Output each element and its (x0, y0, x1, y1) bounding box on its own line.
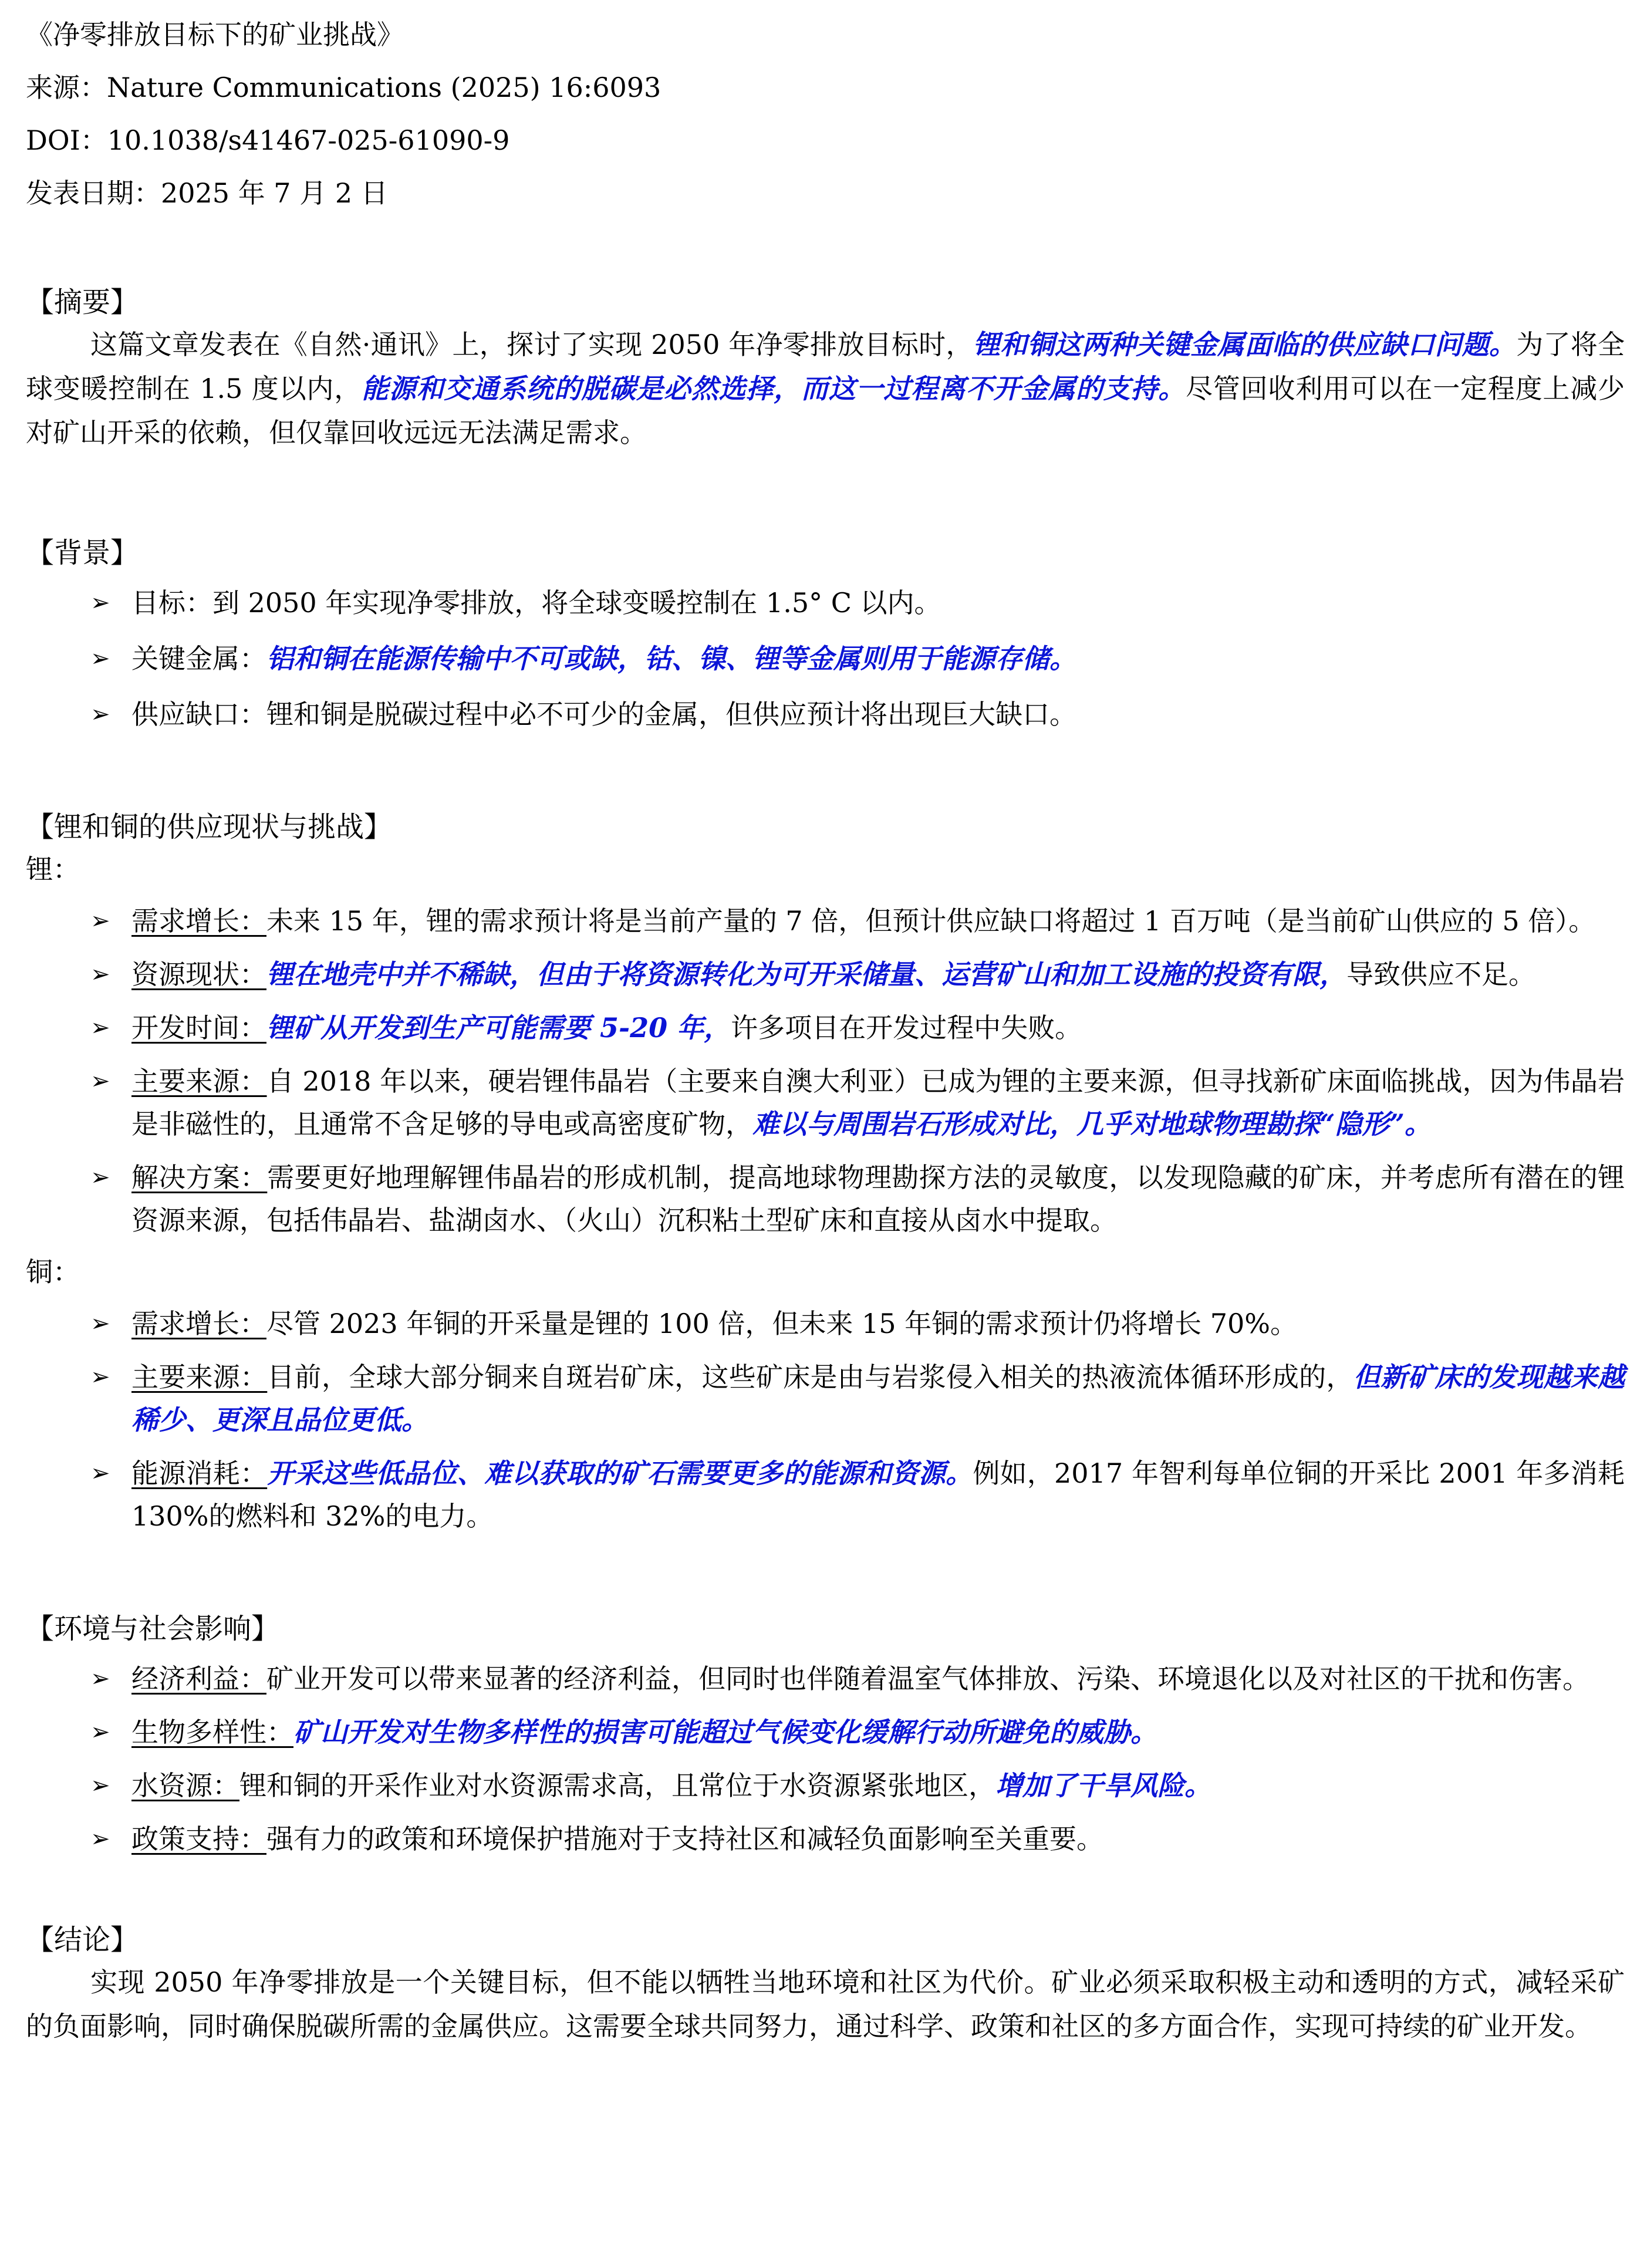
item-label: 政策支持： (131, 1823, 266, 1855)
list-item (26, 1156, 1625, 1242)
document-doi: DOI：10.1038/s41467-025-61090-9 (26, 124, 510, 156)
item-emphasis: 锂在地壳中并不稀缺，但由于将资源转化为可开采储量、运营矿山和加工设施的投资有限， (266, 959, 1346, 990)
arrow-bullet-icon: ➢ (90, 1310, 110, 1337)
conclusion-paragraph: 实现 2050 年净零排放是一个关键目标，但不能以牺牲当地环境和社区为代价。矿业必须采取积极主动和透明的方式，减轻采矿的负面影响，同时确保脱碳所需的金属供应。这需要全球共同努力，通过科学、政策和社区的多方面合作，实现可持续的矿业开发。 (26, 1966, 1625, 2042)
item-text: 目前，全球大部分铜来自斑岩矿床，这些矿床是由与岩浆侵入相关的热液流体循环形成的， (267, 1361, 1354, 1393)
background-gap: 供应缺口：锂和铜是脱碳过程中必不可少的金属，但供应预计将出现巨大缺口。 (131, 698, 1076, 730)
conclusion-section (26, 1919, 1625, 2048)
item-emphasis: 难以与周围岩石形成对比，几乎对地球物理勘探“隐形”。 (752, 1108, 1432, 1140)
lithium-subheading: 锂： (26, 853, 80, 885)
arrow-bullet-icon: ➢ (90, 1719, 110, 1746)
arrow-bullet-icon: ➢ (90, 1164, 110, 1191)
impact-list (26, 1658, 1625, 1861)
document-meta (26, 8, 1625, 220)
item-label: 资源现状： (131, 959, 266, 990)
item-label: 需求增长： (131, 905, 266, 937)
list-item (26, 953, 1625, 996)
abstract-paragraph (26, 323, 1625, 455)
arrow-bullet-icon: ➢ (90, 1014, 110, 1041)
background-metals-label: 关键金属： (131, 643, 266, 674)
item-label: 生物多样性： (131, 1716, 293, 1748)
list-item (26, 900, 1625, 943)
list-item (26, 1452, 1625, 1538)
item-tail: 导致供应不足。 (1346, 959, 1535, 990)
arrow-bullet-icon: ➢ (90, 1364, 110, 1391)
item-label: 经济利益： (131, 1663, 266, 1695)
abstract-section (26, 282, 1625, 455)
item-emphasis: 开采这些低品位、难以获取的矿石需要更多的能源和资源。 (267, 1457, 973, 1489)
background-section (26, 532, 1625, 736)
abstract-text-1: 这篇文章发表在《自然·通讯》上，探讨了实现 2050 年净零排放目标时， (90, 329, 973, 360)
list-item (26, 1658, 1625, 1700)
arrow-bullet-icon: ➢ (90, 1665, 110, 1692)
item-label: 水资源： (131, 1770, 239, 1801)
item-label: 开发时间： (131, 1012, 266, 1044)
list-item (26, 582, 1625, 625)
document-source: 来源：Nature Communications (2025) 16:6093 (26, 72, 662, 103)
item-emphasis: 增加了干旱风险。 (995, 1770, 1211, 1801)
item-text: 自 2018 年以来，硬岩锂伟晶岩（主要来自澳大利亚）已成为锂的主要来源，但寻找新矿床面临挑战，因为伟晶岩是非磁性的，且通常不含足够的导电或高密度矿物， (131, 1065, 1625, 1140)
item-emphasis: 锂矿从开发到生产可能需要 5-20 年， (266, 1012, 731, 1044)
item-text: 强有力的政策和环境保护措施对于支持社区和减轻负面影响至关重要。 (266, 1823, 1103, 1855)
list-item (26, 1007, 1625, 1049)
conclusion-heading: 【结论】 (26, 1923, 139, 1956)
list-item (26, 1356, 1625, 1442)
arrow-bullet-icon: ➢ (90, 1772, 110, 1799)
document-date: 发表日期：2025 年 7 月 2 日 (26, 177, 388, 209)
abstract-text-3: 尽管回收利用可以在一定程度上减少对矿山开采的依赖，但仅靠回收远远无法满足需求。 (26, 373, 1625, 448)
impact-section (26, 1608, 1625, 1861)
copper-list (26, 1302, 1625, 1538)
copper-subheading: 铜： (26, 1256, 80, 1288)
supply-heading: 【锂和铜的供应现状与挑战】 (26, 811, 393, 843)
background-goal: 目标：到 2050 年实现净零排放，将全球变暖控制在 1.5° C 以内。 (131, 587, 941, 619)
item-emphasis: 但新矿床的发现越来越稀少、更深且品位更低。 (131, 1361, 1625, 1436)
item-label: 需求增长： (131, 1308, 266, 1339)
background-metals-emphasis: 铝和铜在能源传输中不可或缺，钴、镍、锂等金属则用于能源存储。 (266, 643, 1076, 674)
item-text: 尽管 2023 年铜的开采量是锂的 100 倍，但未来 15 年铜的需求预计仍将增长 70%。 (266, 1308, 1297, 1339)
arrow-bullet-icon: ➢ (90, 645, 110, 672)
background-heading: 【背景】 (26, 536, 139, 569)
arrow-bullet-icon: ➢ (90, 1068, 110, 1095)
abstract-text-2: 为了将全球变暖控制在 1.5 度以内， (26, 329, 1625, 404)
arrow-bullet-icon: ➢ (90, 701, 110, 728)
abstract-emphasis-1: 锂和铜这两种关键金属面临的供应缺口问题。 (973, 329, 1517, 360)
impact-heading: 【环境与社会影响】 (26, 1612, 280, 1645)
item-label: 能源消耗： (131, 1457, 268, 1489)
arrow-bullet-icon: ➢ (90, 589, 110, 616)
item-text: 锂和铜的开采作业对水资源需求高，且常位于水资源紧张地区， (239, 1770, 995, 1801)
item-tail: 许多项目在开发过程中失败。 (731, 1012, 1082, 1044)
item-text: 矿业开发可以带来显著的经济利益，但同时也伴随着温室气体排放、污染、环境退化以及对社区的干扰和伤害。 (266, 1663, 1589, 1695)
item-emphasis: 矿山开发对生物多样性的损害可能超过气候变化缓解行动所避免的威胁。 (293, 1716, 1157, 1748)
lithium-list (26, 900, 1625, 1242)
arrow-bullet-icon: ➢ (90, 907, 110, 934)
list-item (26, 1818, 1625, 1861)
list-item (26, 1764, 1625, 1807)
item-label: 主要来源： (131, 1065, 267, 1097)
supply-section (26, 806, 1625, 1538)
background-list (26, 582, 1625, 736)
abstract-emphasis-2: 能源和交通系统的脱碳是必然选择，而这一过程离不开金属的支持。 (362, 373, 1186, 404)
item-tail: 例如，2017 年智利每单位铜的开采比 2001 年多消耗 130%的燃料和 32%的电力。 (131, 1457, 1625, 1532)
list-item (26, 1302, 1625, 1345)
arrow-bullet-icon: ➢ (90, 961, 110, 988)
list-item (26, 637, 1625, 680)
item-text: 未来 15 年，锂的需求预计将是当前产量的 7 倍，但预计供应缺口将超过 1 百万吨（是当前矿山供应的 5 倍）。 (266, 905, 1596, 937)
item-label: 解决方案： (131, 1162, 268, 1193)
item-text: 需要更好地理解锂伟晶岩的形成机制，提高地球物理勘探方法的灵敏度，以发现隐藏的矿床，并考虑所有潜在的锂资源来源，包括伟晶岩、盐湖卤水、（火山）沉积粘土型矿床和直接从卤水中提取。 (131, 1162, 1625, 1236)
arrow-bullet-icon: ➢ (90, 1460, 110, 1487)
abstract-heading: 【摘要】 (26, 286, 139, 319)
list-item (26, 1060, 1625, 1146)
item-label: 主要来源： (131, 1361, 268, 1393)
arrow-bullet-icon: ➢ (90, 1825, 110, 1852)
list-item (26, 1711, 1625, 1754)
list-item (26, 693, 1625, 736)
document-title: 《净零排放目标下的矿业挑战》 (26, 19, 404, 50)
